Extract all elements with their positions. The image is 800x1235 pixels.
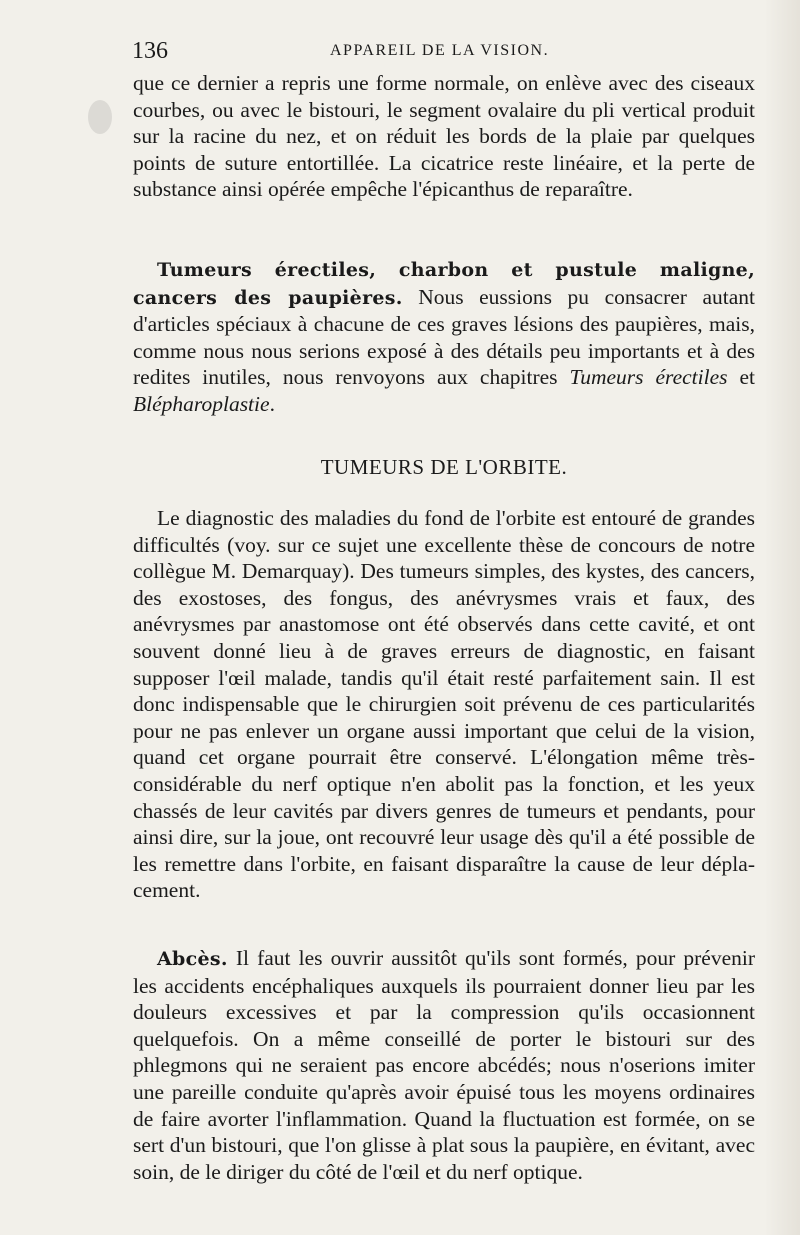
- paragraph-text: Nous eussions pu consacrer autant d'articles spéciaux à chacune de ces graves lésions des paupières, mais, comme nous nous serions exposé à des détails peu importants et à des redites inutiles, nous renvoyons aux chapitres: [133, 284, 755, 390]
- section-heading: TUMEURS DE L'ORBITE.: [320, 455, 568, 479]
- paragraph-text: et: [727, 365, 755, 390]
- running-title: APPAREIL DE LA VISION.: [330, 42, 550, 59]
- paragraph-tumeurs-erectiles: [133, 256, 755, 418]
- paragraph-run-in-heading: Abcès.: [157, 948, 228, 970]
- paragraph-text: Il faut les ouvrir aussitôt qu'ils sont formés, pour prévenir les accidents encéphaliques auxquels ils pourraient donner lieu par les douleurs excessives et par la compression qu'ils occasionnent quelquefois. On a même conseillé de porter le bistouri sur des phlegmons qui ne seraient pas encore abcédés; nous n'oserions imiter une pareille conduite qu'après avoir épuisé tous les moyens ordinaires de faire avorter l'inflammation. Quand la fluctuation est formée, on se sert d'un bistouri, que l'on glisse à plat sous la paupière, en évitant, avec soin, de le diriger du côté de l'œil et du nerf optique.: [133, 946, 755, 1184]
- cross-reference: Blépharoplastie: [133, 391, 270, 416]
- page-edge-shadow: [764, 0, 800, 1235]
- cross-reference: Tumeurs érectiles: [569, 365, 728, 390]
- running-head: [0, 38, 800, 68]
- paragraph-epicanthus-continuation: que ce dernier a repris une forme normale, on enlève avec des ciseaux courbes, ou avec le bistouri, le segment ovalaire du pli vertical produit sur la racine du nez, et on réduit les bords de la plaie par quelques points de suture entortillée. La cicatrice reste linéaire, et la perte de substance ainsi opérée empêche l'épicanthus de reparaître.: [133, 71, 755, 202]
- paragraph-run-in-heading: Tumeurs érectiles, charbon et pustule maligne, cancers des paupières.: [133, 259, 755, 309]
- paragraph-text: .: [269, 391, 275, 416]
- paragraph-abces: [133, 945, 755, 1185]
- scan-blemish: [88, 100, 112, 134]
- page-number: 136: [132, 38, 168, 64]
- paragraph-diagnostic: Le diagnostic des maladies du fond de l'orbite est entouré de grandes difficultés (voy. sur ce sujet une excellente thèse de concours de notre collègue M. Demarquay). Des tumeurs simples, des kystes, des cancers, des exostoses, des fongus, des anévrysmes vrais et faux, des anévrysmes par anastomose ont été observés dans cette cavité, et ont souvent donné lieu à de graves erreurs de diagnostic, en faisant supposer l'œil malade, tandis qu'il était resté parfaitement sain. Il est donc indispensable que le chirurgien soit prévenu de ces particularités pour ne pas enlever un organe aussi important que celui de la vision, quand cet organe pourrait être conservé. L'élongation même très-considérable du nerf optique n'en abolit pas la fonction, et les yeux chassés de leur cavités par divers genres de tumeurs et pendants, pour ainsi dire, sur la joue, ont recouvré leur usage dès qu'il a été possible de les remettre dans l'orbite, en faisant disparaître la cause de leur déplacement.: [133, 506, 755, 903]
